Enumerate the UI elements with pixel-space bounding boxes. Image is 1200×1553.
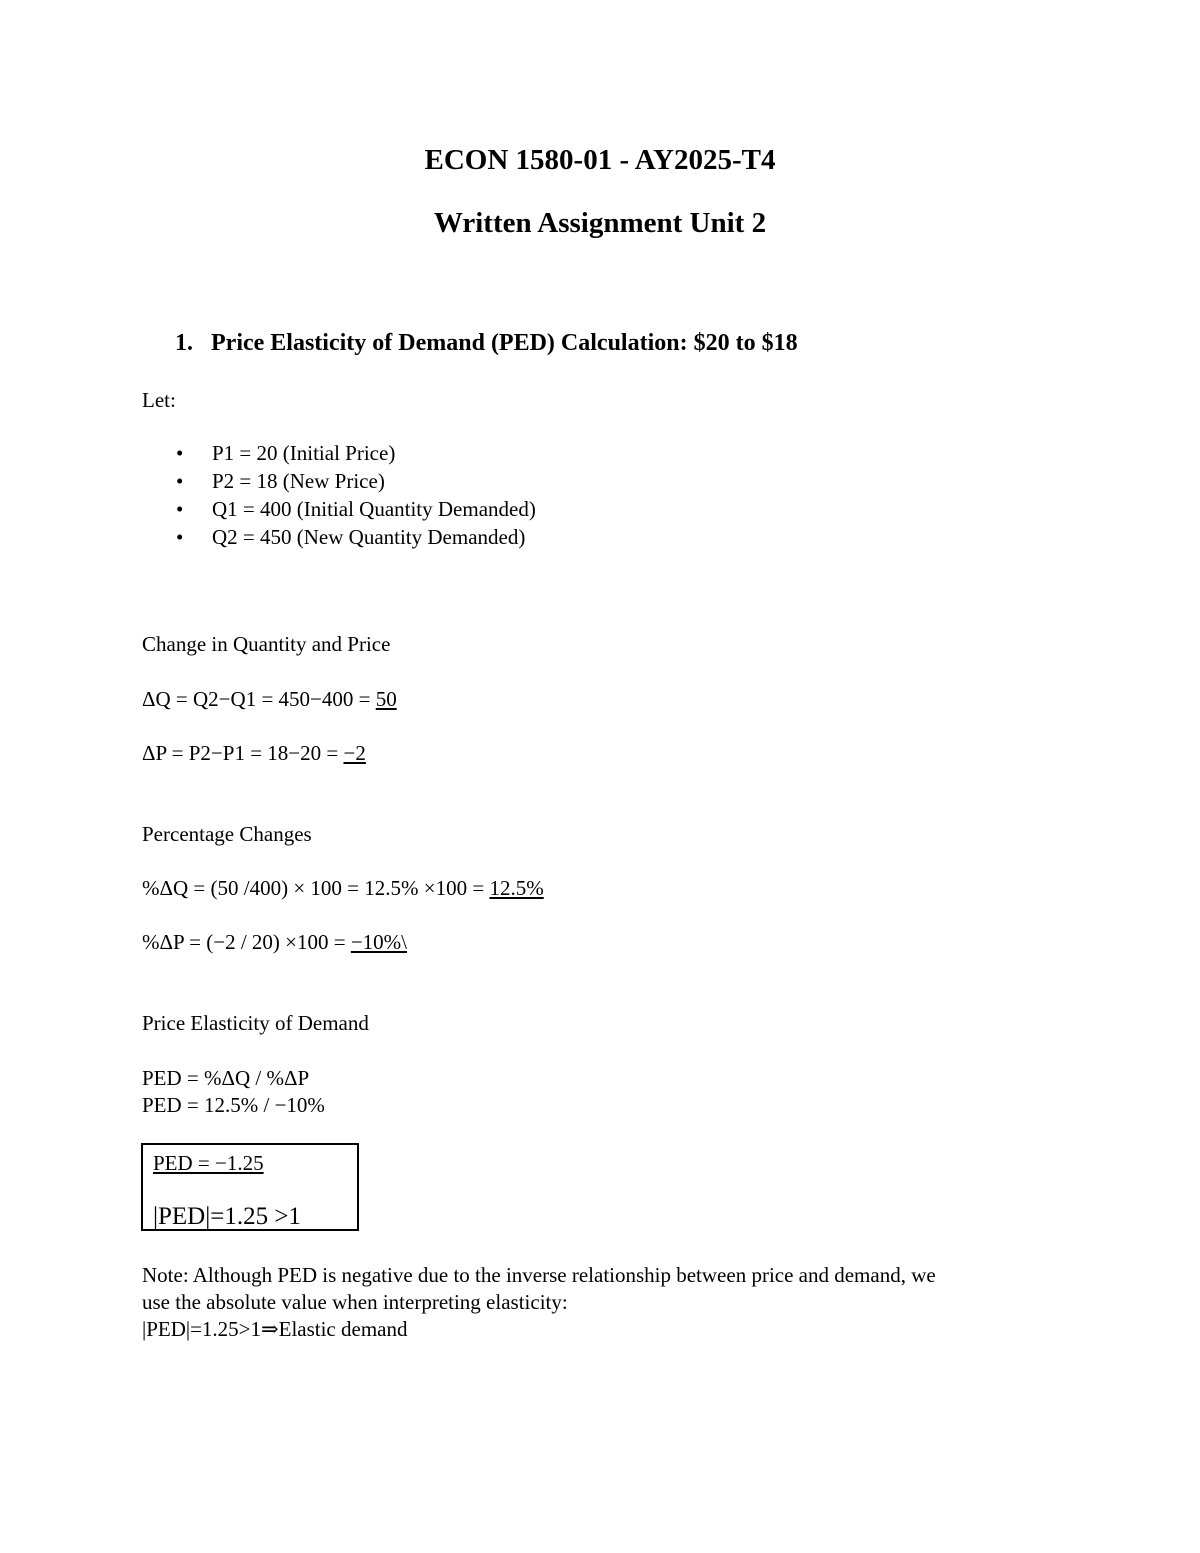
bullet-icon: • (176, 497, 184, 521)
variable-list (142, 440, 536, 552)
list-item (142, 496, 536, 524)
section-number: 1. (175, 330, 193, 356)
ped-result-box (141, 1143, 359, 1231)
list-item (142, 524, 536, 552)
variable-p2: P2 = 18 (New Price) (212, 469, 385, 493)
section-heading-text: Price Elasticity of Demand (PED) Calculation: $20 to $18 (211, 330, 798, 356)
bullet-icon: • (176, 469, 184, 493)
list-item (142, 440, 536, 468)
pct-p-line (142, 929, 407, 955)
delta-p-expression: ΔP = P2−P1 = 18−20 = (142, 741, 344, 765)
ped-substituted: PED = 12.5% / −10% (142, 1093, 325, 1117)
variable-q2: Q2 = 450 (New Quantity Demanded) (212, 525, 526, 549)
delta-q-expression: ΔQ = Q2−Q1 = 450−400 = (142, 687, 376, 711)
note-paragraph (142, 1262, 1062, 1343)
bullet-icon: • (176, 525, 184, 549)
ped-result-value: PED = −1.25 (153, 1151, 264, 1175)
variable-q1: Q1 = 400 (Initial Quantity Demanded) (212, 497, 536, 521)
pct-q-result: 12.5% (489, 876, 544, 900)
percent-heading: Percentage Changes (142, 822, 312, 846)
note-line-1: Note: Although PED is negative due to the inverse relationship between price and demand, we (142, 1263, 936, 1287)
pct-p-result: −10%\ (350, 930, 408, 954)
pct-q-line (142, 875, 544, 901)
let-label: Let: (142, 388, 176, 412)
ped-formula: PED = %ΔQ / %ΔP (142, 1066, 310, 1090)
pct-q-expression: %ΔQ = (50 /400) × 100 = 12.5% ×100 = (142, 876, 490, 900)
pct-p-expression: %ΔP = (−2 / 20) ×100 = (142, 930, 351, 954)
delta-q-result: 50 (375, 687, 397, 711)
delta-p-result: −2 (343, 741, 366, 765)
course-title: ECON 1580-01 - AY2025-T4 (424, 144, 776, 176)
list-item (142, 468, 536, 496)
note-line-3: |PED|=1.25>1⇒Elastic demand (142, 1317, 408, 1341)
ped-heading: Price Elasticity of Demand (142, 1011, 369, 1035)
delta-p-line (142, 740, 366, 766)
section-heading (175, 328, 798, 358)
assignment-title: Written Assignment Unit 2 (433, 207, 767, 239)
note-line-2: use the absolute value when interpreting elasticity: (142, 1290, 568, 1314)
variable-p1: P1 = 20 (Initial Price) (212, 441, 396, 465)
delta-q-line (142, 686, 397, 712)
change-heading: Change in Quantity and Price (142, 632, 391, 656)
ped-absolute-value: |PED|=1.25 >1 (153, 1203, 301, 1230)
bullet-icon: • (176, 441, 184, 465)
